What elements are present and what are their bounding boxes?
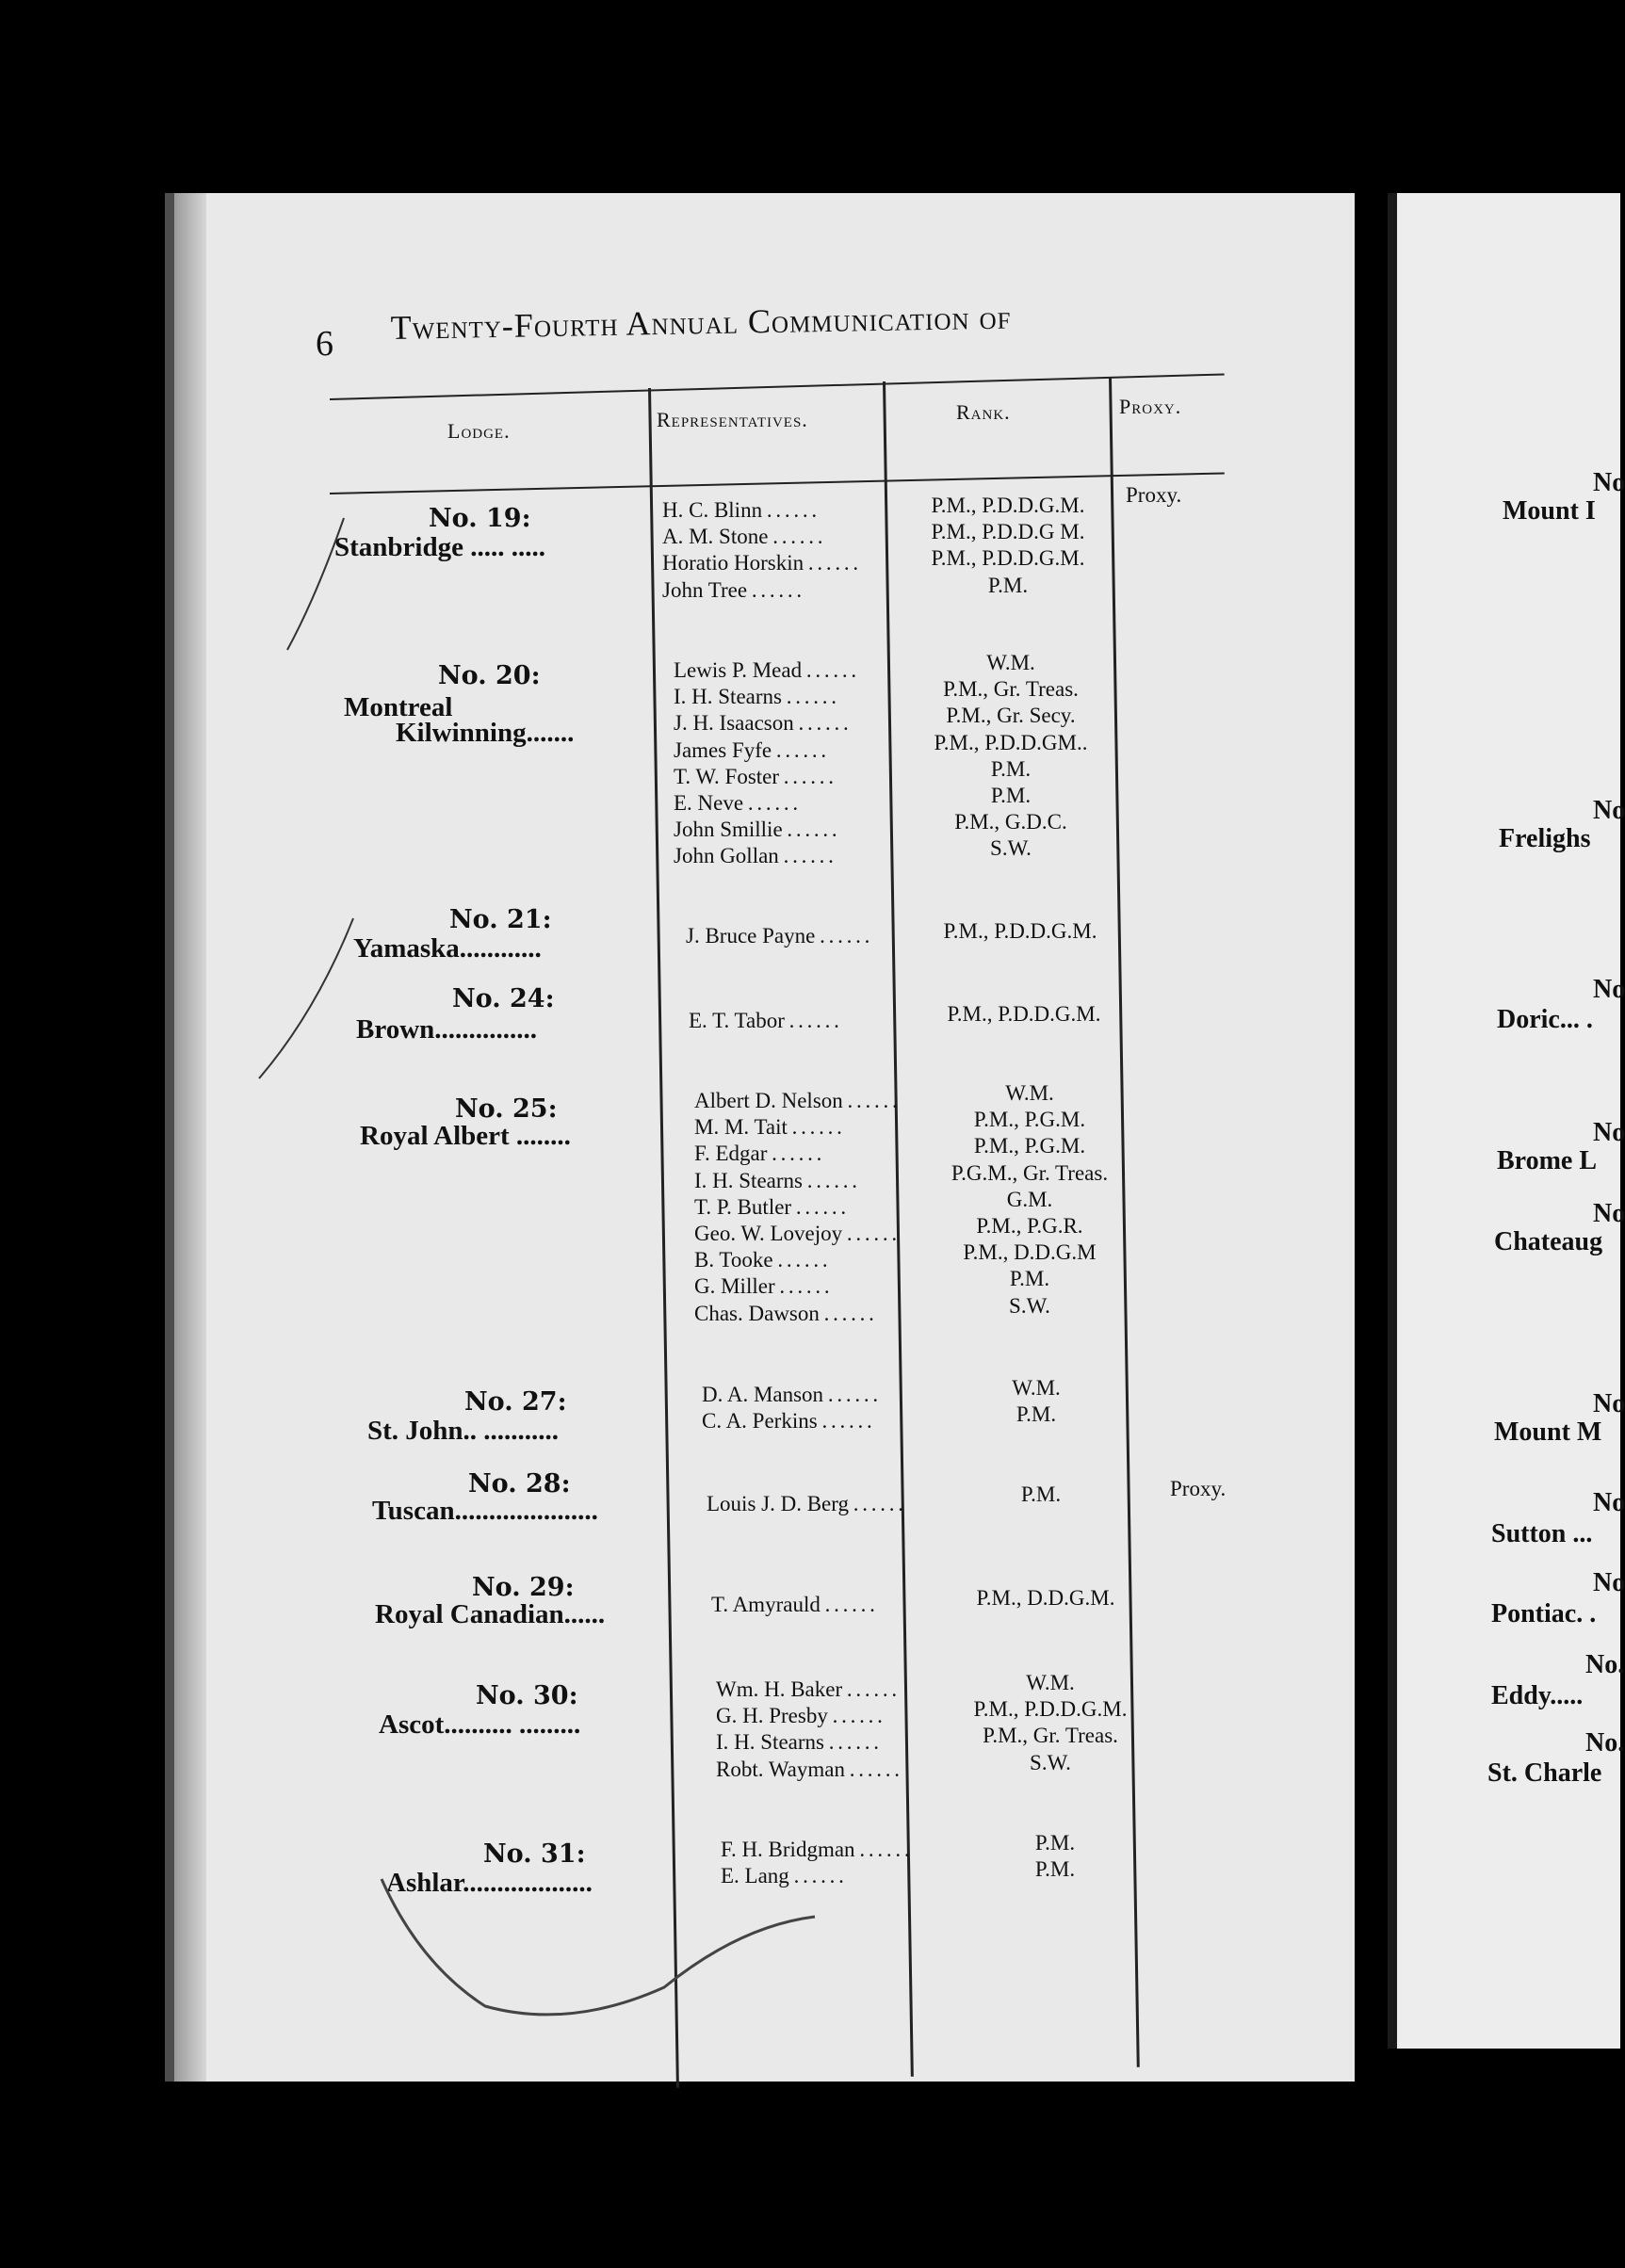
representative: Horatio Horskin . . . [662,550,857,576]
representative: D. A. Manson . . . [702,1382,877,1408]
lodge-number: No. 27: [464,1387,567,1417]
right-lodge-number: No [1593,1568,1625,1597]
representative: I. H. Stearns . . . [694,1168,897,1194]
rank: P.M., P.G.M. [973,1134,1086,1158]
rank: P.M. [1020,1482,1062,1506]
representative: T. Amyrauld . . . [711,1592,874,1618]
lodge-name: Brown............... [356,1014,538,1045]
running-head: Twenty-Fourth Annual Communication of [390,298,1012,348]
right-lodge-name: St. Charle [1487,1758,1602,1788]
rank: P.M., Gr. Secy. [946,704,1076,728]
rank: P.M., P.D.D.G.M. [931,546,1085,571]
proxy-mark: Proxy. [1126,483,1182,507]
right-lodge-name: Mount I [1503,496,1596,526]
representative: E. Lang . . . [721,1863,909,1889]
right-lodge-number: No [1593,796,1625,825]
rank: P.M., P.G.R. [976,1214,1083,1239]
lodge-number: No. 25: [455,1094,558,1124]
lodge-number: No. 30: [476,1681,578,1710]
rank: P.M. [1016,1402,1057,1427]
rank: P.M., Gr. Treas. [983,1724,1118,1748]
column-header-lodge: Lodge. [447,419,511,443]
rank: P.M., P.D.D.G.M. [943,919,1097,943]
rank: S.W. [1009,1293,1050,1318]
rank: P.M., P.D.D.G M. [931,520,1085,544]
rank: W.M. [1026,1671,1075,1694]
representative: Geo. W. Lovejoy . . . [694,1221,897,1247]
representative: J. H. Isaacson . . . [674,710,855,737]
rank: P.M., P.G.M. [973,1108,1086,1132]
lodge-number: No. 28: [468,1469,571,1498]
right-lodge-number: No. [1585,1728,1625,1758]
lodge-name: Yamaska............ [353,933,542,964]
representative: E. T. Tabor . . . [689,1008,838,1034]
right-lodge-name: Chateaug [1494,1227,1603,1256]
right-lodge-number: No [1593,1118,1625,1147]
right-lodge-number: No [1593,1389,1625,1418]
representative: Lewis P. Mead . . . [674,657,855,684]
representative: John Tree . . . [662,577,857,604]
lodge-name: Ashlar................... [386,1868,593,1898]
lodge-name: Royal Albert ........ [360,1121,571,1151]
rank: P.G.M., Gr. Treas. [951,1160,1109,1185]
lodge-number: No. 21: [449,905,552,934]
proxy-mark: Proxy. [1170,1477,1227,1500]
representative: B. Tooke . . . [694,1247,897,1273]
right-lodge-number: No [1593,975,1625,1004]
lodge-name: Ascot.......... ......... [379,1709,581,1740]
lodge-name: Royal Canadian...... [375,1599,606,1629]
lodge-number: No. 24: [452,984,555,1013]
rank: W.M. [986,651,1035,674]
lodge-name: Tuscan..................... [372,1496,598,1526]
rank: P.M., Gr. Treas. [943,677,1079,702]
rank: P.M., G.D.C. [954,810,1067,834]
rank: P.M., P.D.D.G.M. [973,1697,1128,1722]
rank: P.M. [990,784,1032,808]
lodge-number: No. 19: [429,504,531,533]
rank: P.M., P.D.D.G.M. [947,1002,1101,1026]
representative: James Fyfe . . . [674,737,855,764]
rank: P.M. [990,756,1032,781]
representative: I. H. Stearns . . . [674,684,855,710]
rank: G.M. [1006,1187,1053,1211]
rank: P.M., P.D.D.G.M. [931,494,1085,517]
representative: Wm. H. Baker . . . [716,1677,899,1703]
right-lodge-name: Frelighs [1499,824,1591,853]
column-header-rank: Rank. [956,400,1011,424]
right-lodge-name: Eddy..... [1491,1681,1584,1710]
left-page [165,193,1355,2082]
right-lodge-number: No [1593,468,1625,497]
lodge-name-continued: Kilwinning....... [396,718,575,748]
representative: T. W. Foster . . . [674,764,855,790]
rank: P.M., D.D.G.M. [976,1586,1115,1610]
representative: John Gollan . . . [674,843,855,869]
representative: T. P. Butler . . . [694,1194,897,1221]
representative: F. Edgar . . . [694,1141,897,1167]
lodge-number: No. 20: [438,661,541,690]
representative: G. H. Presby . . . [716,1703,899,1729]
right-lodge-name: Sutton ... [1491,1519,1593,1548]
representative: F. H. Bridgman . . . [721,1837,909,1863]
representative: A. M. Stone . . . [662,524,857,550]
right-lodge-number: No [1593,1199,1625,1228]
rank: P.M., P.D.D.GM.. [934,730,1088,754]
right-lodge-name: Doric... . [1497,1005,1593,1034]
rank: P.M. [1009,1267,1050,1291]
right-lodge-name: Brome L [1497,1146,1598,1175]
lodge-number: No. 31: [483,1839,586,1869]
rank: W.M. [1012,1376,1061,1400]
lodge-name: Stanbridge ..... ..... [334,532,545,562]
representative: C. A. Perkins . . . [702,1408,877,1434]
representative: Louis J. D. Berg . . . [707,1491,902,1517]
column-header-representatives: Representatives. [657,408,808,431]
lodge-number: No. 29: [472,1573,575,1602]
representative: J. Bruce Payne . . . [686,923,869,949]
right-page-fragment [1388,193,1625,2049]
page-number: 6 [316,324,333,364]
lodge-name: Montreal [344,692,453,722]
rank: P.M. [1034,1857,1076,1882]
representative: I. H. Stearns . . . [716,1729,899,1756]
rank: S.W. [990,836,1032,861]
representative: Albert D. Nelson . . . [694,1088,897,1114]
representative: H. C. Blinn . . . [662,497,857,524]
right-lodge-number: No. [1585,1650,1625,1679]
rank: P.M., D.D.G.M [963,1240,1097,1265]
right-lodge-number: No [1593,1488,1625,1517]
right-lodge-name: Mount M [1494,1418,1602,1447]
lodge-name: St. John.. ........... [367,1416,560,1446]
rank: S.W. [1030,1750,1071,1774]
right-lodge-name: Pontiac. . [1491,1599,1597,1628]
column-header-proxy: Proxy. [1119,395,1182,418]
representative: G. Miller . . . [694,1273,897,1300]
representative: M. M. Tait . . . [694,1114,897,1141]
representative: E. Neve . . . [674,790,855,817]
pencil-scribble-marks [174,193,1364,2082]
representative: John Smillie . . . [674,817,855,843]
representative: Chas. Dawson . . . [694,1301,897,1327]
representative: Robt. Wayman . . . [716,1757,899,1783]
rank: P.M. [987,573,1029,597]
rank: W.M. [1005,1081,1054,1105]
rank: P.M. [1034,1831,1076,1855]
